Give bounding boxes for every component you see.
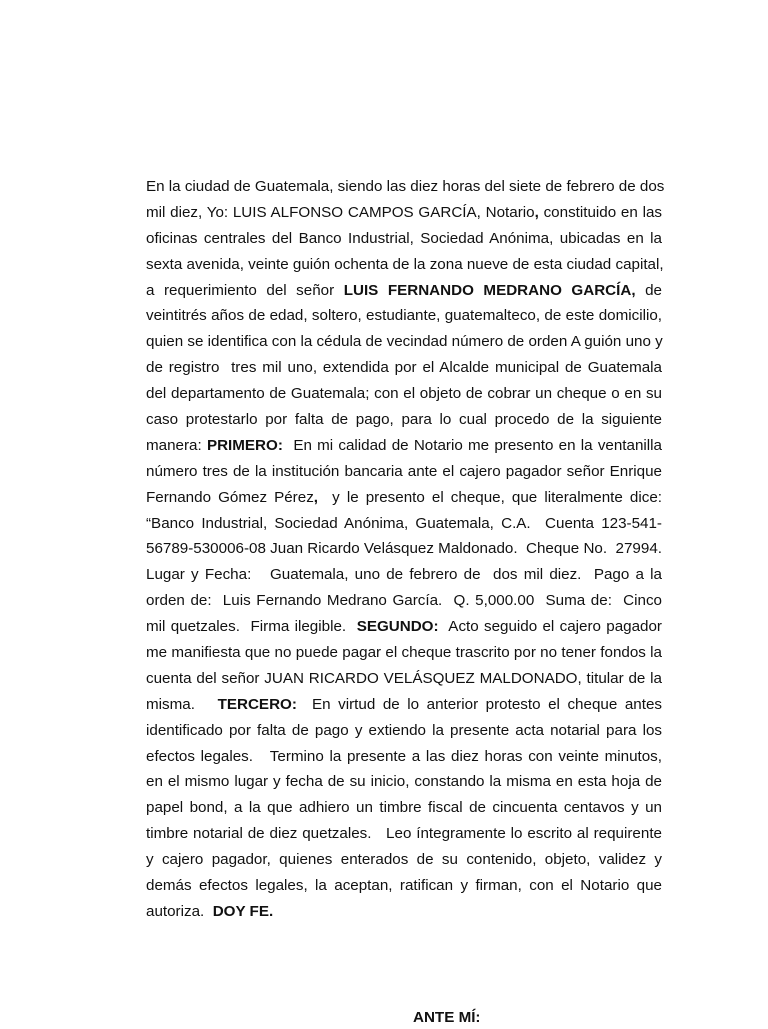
body-line (146, 226, 662, 252)
bold-text-run: , (313, 488, 319, 506)
text-run: Lugar y Fecha: Guatemala, uno de febrero de dos mil diez. Pago a la (146, 566, 662, 584)
text-run: y le presento el cheque, que literalmente dice: (318, 488, 662, 506)
text-run: 56789-530006-08 Juan Ricardo Velásquez Maldonado. Cheque No. 27994. (146, 540, 662, 558)
body-line (146, 511, 662, 537)
bold-text-run: TERCERO: (217, 695, 297, 713)
text-run: “Banco Industrial, Sociedad Anónima, Guatemala, C.A. Cuenta 123-541- (146, 514, 662, 532)
text-run: identificado por falta de pago y extiendo la presente acta notarial para los (146, 721, 662, 739)
body-line (146, 614, 662, 640)
text-run: número tres de la institución bancaria ante el cajero pagador señor Enrique (146, 462, 662, 480)
body-line (146, 666, 662, 692)
text-run: oficinas centrales del Banco Industrial, Sociedad Anónima, ubicadas en la (146, 229, 662, 247)
body-line (146, 252, 662, 278)
text-run: demás efectos legales, la aceptan, ratifican y firman, con el Notario que (146, 877, 662, 895)
text-run: timbre notarial de diez quetzales. Leo íntegramente lo escrito al requirente (146, 825, 662, 843)
text-run: efectos legales. Termino la presente a las diez horas con veinte minutos, (146, 747, 662, 765)
body-line (146, 459, 662, 485)
body-line (146, 588, 662, 614)
text-run: constituido en las (538, 203, 662, 221)
body-line (146, 769, 662, 795)
signature-label: ANTE MÍ: (413, 1009, 481, 1026)
bold-text-run: SEGUNDO: (356, 618, 439, 636)
bold-text-run: PRIMERO: (206, 436, 283, 454)
text-run: sexta avenida, veinte guión ochenta de la zona nueve de esta ciudad capital, (146, 255, 664, 273)
body-line (146, 899, 662, 925)
body-line (146, 407, 662, 433)
body-line (146, 174, 665, 200)
text-run: del departamento de Guatemala; con el objeto de cobrar un cheque o en su (146, 385, 662, 403)
text-run: quien se identifica con la cédula de vecindad número de orden A guión uno y (146, 333, 663, 351)
body-line (146, 329, 662, 355)
body-line (146, 847, 662, 873)
body-line (146, 278, 662, 304)
text-run: de (635, 281, 662, 299)
text-run: manera: (146, 436, 207, 454)
body-line (146, 303, 662, 329)
text-run: caso protestarlo por falta de pago, para lo cual procedo de la siguiente (146, 411, 662, 429)
body-line (146, 355, 662, 381)
text-run: veintitrés años de edad, soltero, estudiante, guatemalteco, de este domicilio, (146, 307, 662, 325)
bold-text-run: , (534, 203, 539, 221)
body-line (146, 640, 662, 666)
text-run: Acto seguido el cajero pagador (438, 618, 662, 636)
body-line (146, 485, 662, 511)
text-run: papel bond, a la que adhiero un timbre fiscal de cincuenta centavos y un (146, 799, 662, 817)
body-line (146, 381, 662, 407)
text-run: mil quetzales. Firma ilegible. (146, 618, 357, 636)
body-line (146, 692, 662, 718)
body-line (146, 536, 662, 562)
notarial-act-body (146, 174, 665, 925)
text-run: a requerimiento del señor (146, 281, 344, 299)
text-run: cuenta del señor JUAN RICARDO VELÁSQUEZ MALDONADO, titular de la (146, 669, 662, 687)
body-line (146, 433, 662, 459)
text-run: en el mismo lugar y fecha de su inicio, constando la misma en esta hoja de (146, 773, 662, 791)
body-line (146, 795, 662, 821)
body-line (146, 873, 662, 899)
text-run: me manifiesta que no puede pagar el cheque trascrito por no tener fondos la (146, 644, 662, 662)
text-run: de registro tres mil uno, extendida por el Alcalde municipal de Guatemala (146, 359, 662, 377)
bold-text-run: DOY FE. (212, 902, 274, 920)
body-line (146, 821, 662, 847)
text-run: mil diez, Yo: LUIS ALFONSO CAMPOS GARCÍA, Notario (146, 203, 535, 221)
bold-text-run: LUIS FERNANDO MEDRANO GARCÍA, (343, 281, 636, 299)
body-line (146, 200, 662, 226)
body-line (146, 744, 662, 770)
text-run: En la ciudad de Guatemala, siendo las diez horas del siete de febrero de dos (146, 178, 665, 195)
text-run: y cajero pagador, quienes enterados de su contenido, objeto, validez y (146, 851, 662, 869)
text-run: orden de: Luis Fernando Medrano García. Q. 5,000.00 Suma de: Cinco (146, 592, 662, 610)
text-run: En virtud de lo anterior protesto el cheque antes (296, 695, 662, 713)
text-run: misma. (146, 695, 218, 713)
body-line (146, 562, 662, 588)
text-run: Fernando Gómez Pérez (146, 488, 314, 506)
text-run: autoriza. (146, 902, 213, 920)
body-line (146, 718, 662, 744)
text-run: En mi calidad de Notario me presento en la ventanilla (282, 436, 662, 454)
